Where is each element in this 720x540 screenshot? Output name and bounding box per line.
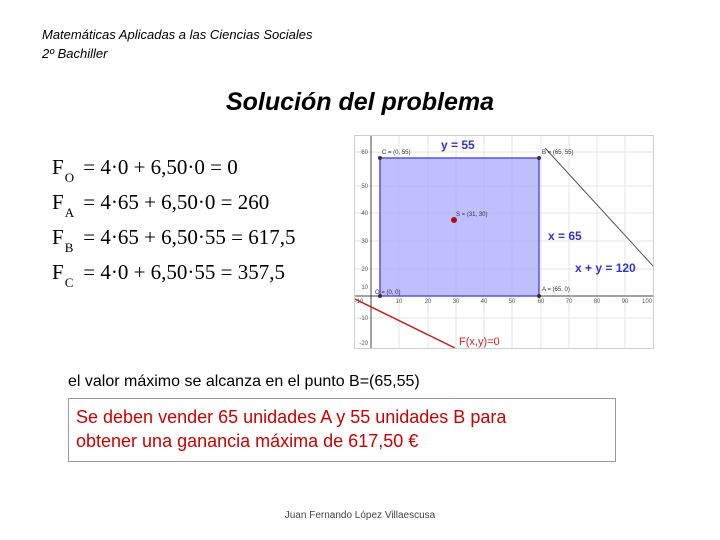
x-tick-label: 50 [508, 299, 516, 305]
point-a [537, 294, 541, 298]
course-title: Matemáticas Aplicadas a las Ciencias Sociales [42, 27, 313, 42]
point-o-label: O = (0, 0) [375, 290, 401, 296]
y-tick-labels [359, 150, 368, 347]
point-b [537, 156, 541, 160]
constraint-line-x-plus-y [545, 148, 653, 266]
point-c [378, 156, 382, 160]
formula-expression: = 4·0 + 6,50·0 = 0 [83, 155, 238, 179]
point-c-label: C = (0, 55) [382, 150, 411, 156]
label-x-plus-y-120: x + y = 120 [575, 261, 636, 275]
x-tick-label: 30 [452, 299, 460, 305]
author-footer: Juan Fernando López Villaescusa [284, 510, 436, 521]
formula-expression: = 4·0 + 6,50·55 = 357,5 [83, 260, 286, 284]
formula-symbol: $F_B$ [52, 225, 74, 255]
point-b-label: B = (65, 55) [542, 150, 574, 156]
formula-symbol: $F_A$ [52, 190, 75, 220]
point-a-label: A = (65, 0) [542, 287, 570, 293]
x-tick-label: -10 [355, 299, 364, 305]
y-tick-label: 50 [361, 184, 368, 190]
x-tick-label: 70 [565, 299, 573, 305]
formula-row-c [52, 259, 296, 294]
feasible-region-graph [354, 135, 654, 349]
answer-box [68, 398, 616, 462]
y-tick-label: 30 [361, 239, 368, 245]
y-tick-label: 40 [361, 211, 368, 217]
x-tick-label: 60 [537, 299, 545, 305]
course-level: 2º Bachiller [42, 46, 108, 61]
y-tick-label: 10 [361, 285, 368, 291]
x-tick-label: 10 [395, 299, 403, 305]
formula-expression: = 4·65 + 6,50·0 = 260 [83, 190, 270, 214]
y-tick-label: -20 [359, 341, 368, 347]
answer-line-2: obtener una ganancia máxima de 617,50 € [76, 431, 419, 451]
formula-row-a [52, 189, 296, 224]
x-tick-label: 90 [621, 299, 629, 305]
x-tick-label: 40 [480, 299, 488, 305]
objective-line [355, 299, 455, 348]
objective-evaluations [52, 154, 296, 294]
formula-symbol: $F_O$ [52, 155, 75, 185]
page-title: Solución del problema [225, 88, 495, 116]
formula-row-o [52, 154, 296, 189]
formula-expression: = 4·65 + 6,50·55 = 617,5 [83, 225, 296, 249]
y-tick-label: 60 [361, 150, 368, 156]
answer-line-1: Se deben vender 65 unidades A y 55 unidades B para [76, 407, 507, 427]
label-y-55: y = 55 [441, 138, 475, 152]
label-x-65: x = 65 [548, 229, 582, 243]
y-tick-label: 20 [361, 267, 368, 273]
x-tick-label: 100 [641, 299, 653, 305]
point-s-label: S = (31, 30) [456, 212, 488, 218]
x-tick-label: 80 [593, 299, 601, 305]
formula-symbol: $F_C$ [52, 260, 74, 290]
x-tick-label: 20 [424, 299, 432, 305]
formula-row-b [52, 224, 296, 259]
conclusion-text: el valor máximo se alcanza en el punto B=(65,55) [68, 373, 420, 390]
feasible-region [380, 158, 539, 296]
x-tick-labels [355, 299, 653, 305]
y-tick-label: -10 [359, 316, 368, 322]
label-objective-line: F(x,y)=0 [459, 336, 500, 348]
